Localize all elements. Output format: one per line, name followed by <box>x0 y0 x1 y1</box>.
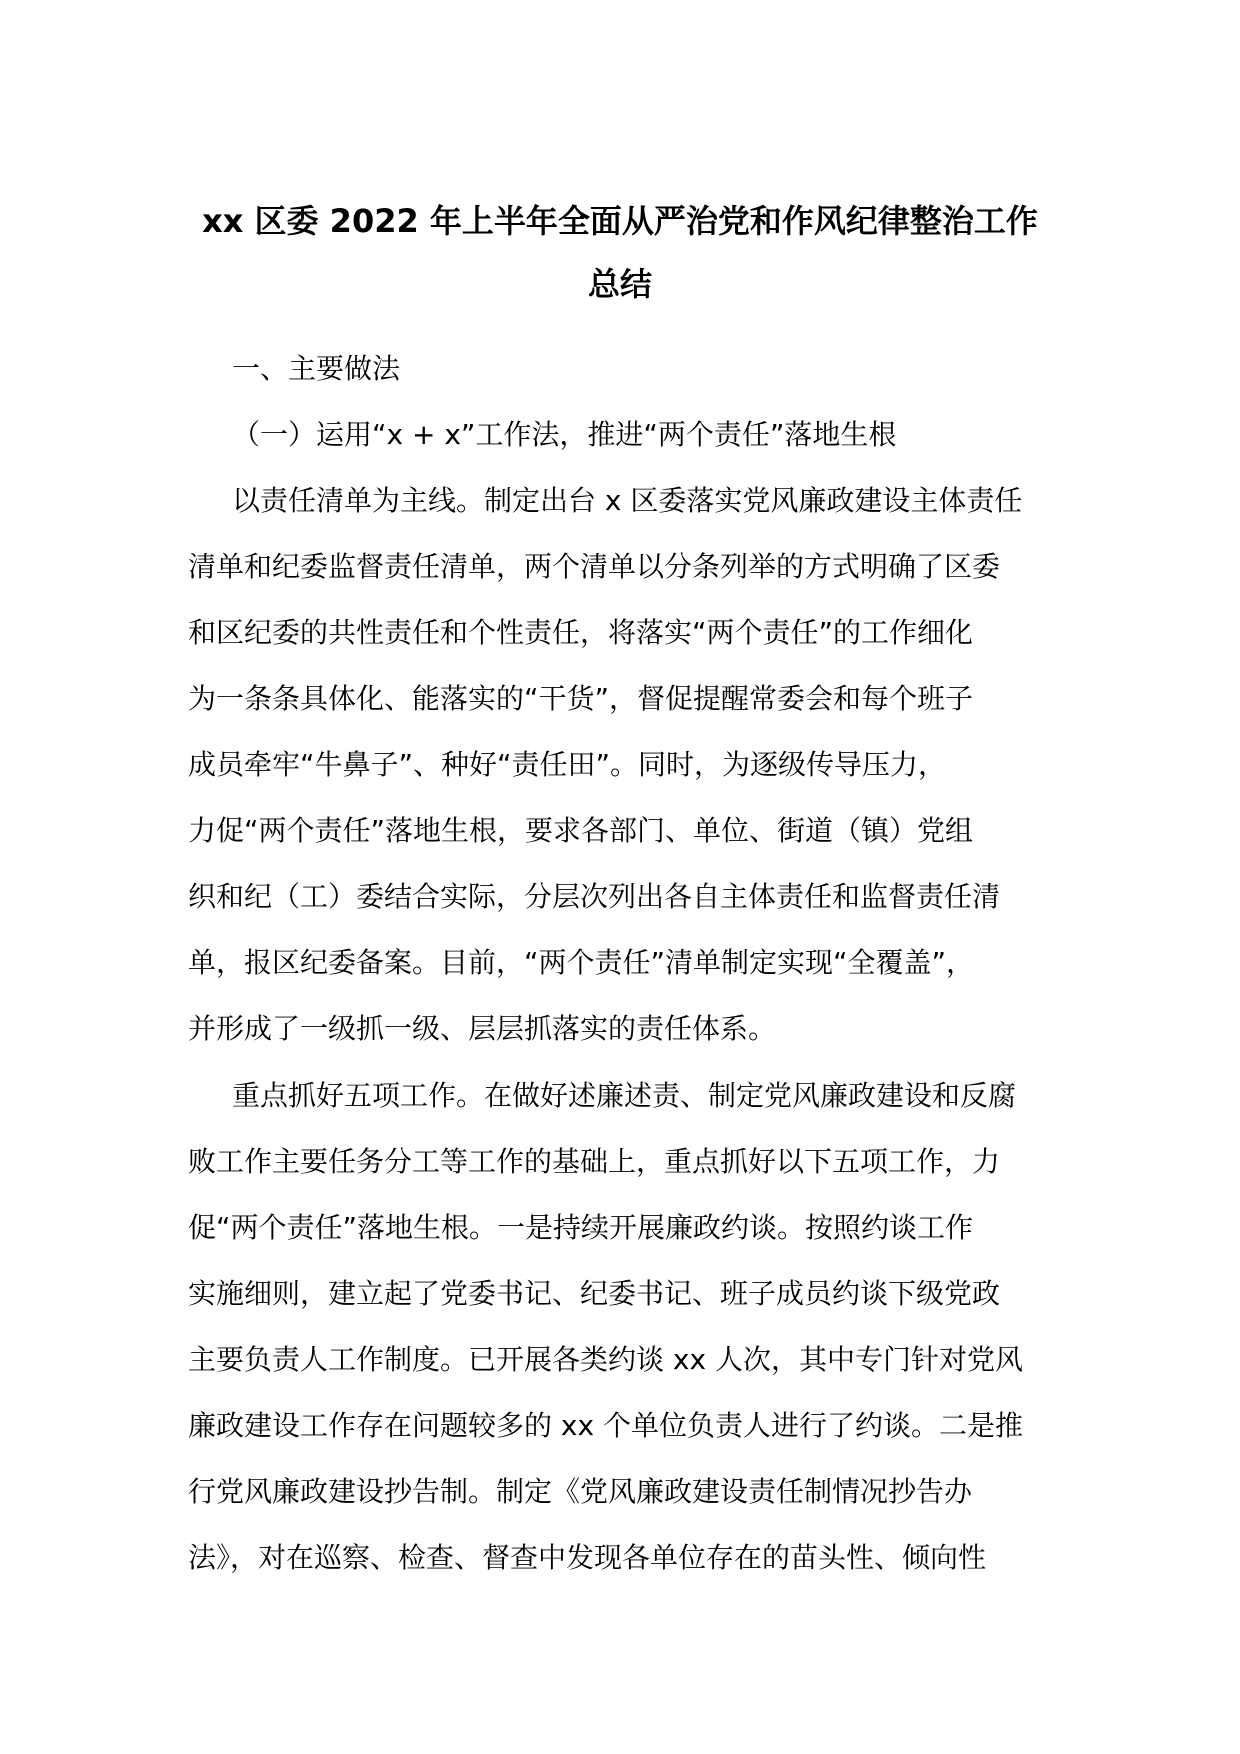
document-title-line-1: xx 区委 2022 年上半年全面从严治党和作风纪律整治工作 <box>202 202 1038 240</box>
paragraph-2-line: 行党风廉政建设抄告制。制定《党风廉政建设责任制情况抄告办 <box>188 1475 973 1508</box>
paragraph-2-line: 主要负责人工作制度。已开展各类约谈 xx 人次，其中专门针对党风 <box>188 1343 1023 1376</box>
paragraph-2-line: 实施细则，建立起了党委书记、纪委书记、班子成员约谈下级党政 <box>188 1277 1001 1310</box>
paragraph-1-line: 和区纪委的共性责任和个性责任，将落实“两个责任”的工作细化 <box>188 616 974 649</box>
paragraph-2-line: 法》，对在巡察、检查、督查中发现各单位存在的苗头性、倾向性 <box>188 1541 987 1574</box>
section-heading: 一、主要做法 <box>232 352 401 385</box>
paragraph-1-line: 单，报区纪委备案。目前，“两个责任”清单制定实现“全覆盖”， <box>188 946 975 979</box>
paragraph-1-line: 以责任清单为主线。制定出台 x 区委落实党风廉政建设主体责任 <box>232 484 1023 517</box>
paragraph-2-line: 促“两个责任”落地生根。一是持续开展廉政约谈。按照约谈工作 <box>188 1211 974 1244</box>
paragraph-2-line: 廉政建设工作存在问题较多的 xx 个单位负责人进行了约谈。二是推 <box>188 1409 1023 1442</box>
paragraph-1-line: 织和纪（工）委结合实际，分层次列出各自主体责任和监督责任清 <box>188 880 1001 913</box>
paragraph-1-line: 为一条条具体化、能落实的“干货”，督促提醒常委会和每个班子 <box>188 682 974 715</box>
paragraph-1-line: 成员牵牢“牛鼻子”、种好“责任田”。同时，为逐级传导压力， <box>188 748 947 781</box>
paragraph-1-line: 并形成了一级抓一级、层层抓落实的责任体系。 <box>188 1012 777 1045</box>
subsection-heading: （一）运用“x + x”工作法，推进“两个责任”落地生根 <box>232 418 897 451</box>
paragraph-2-line: 重点抓好五项工作。在做好述廉述责、制定党风廉政建设和反腐 <box>232 1079 1017 1112</box>
document-title-line-2: 总结 <box>587 265 652 303</box>
paragraph-1-line: 力促“两个责任”落地生根，要求各部门、单位、街道（镇）党组 <box>188 814 974 847</box>
paragraph-1-line: 清单和纪委监督责任清单，两个清单以分条列举的方式明确了区委 <box>188 550 1001 583</box>
paragraph-2-line: 败工作主要任务分工等工作的基础上，重点抓好以下五项工作，力 <box>188 1145 1001 1178</box>
